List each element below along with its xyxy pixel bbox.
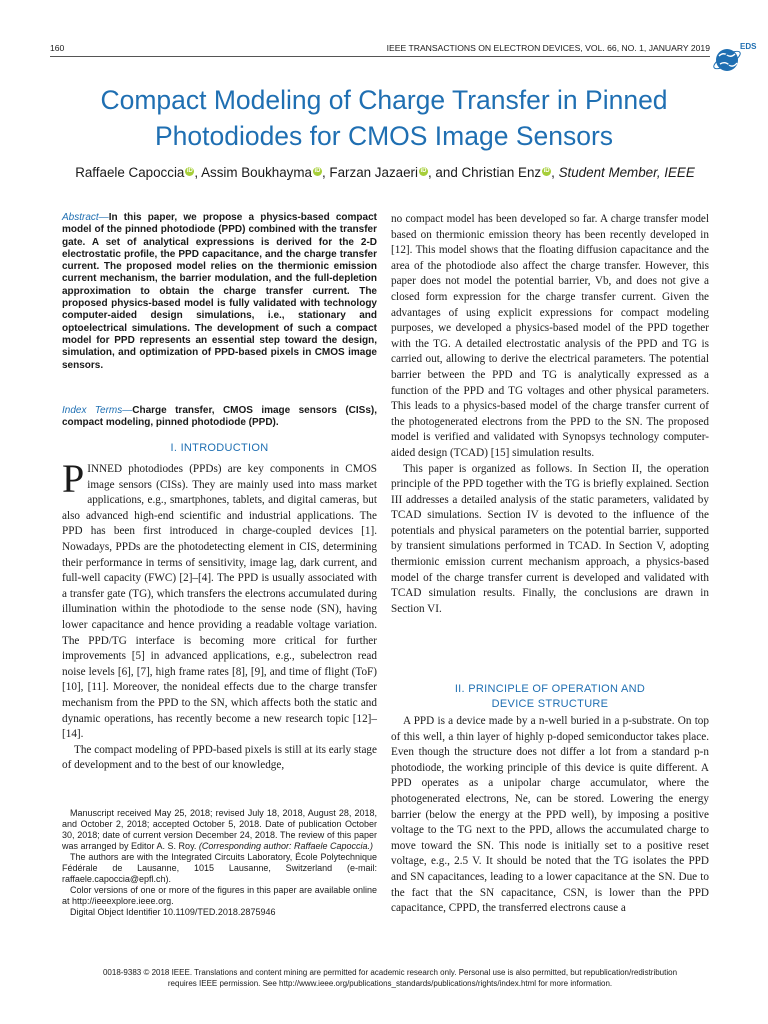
author-name: , Assim Boukhayma [194, 165, 312, 180]
orcid-icon[interactable]: iD [543, 167, 550, 174]
index-terms [62, 405, 377, 430]
paragraph: The compact modeling of PPD-based pixels is still at its early stage of development and to the best of our knowledge, [62, 743, 377, 772]
running-header [50, 40, 710, 54]
footnote-text: Manuscript received May 25, 2018; revised July 18, 2018, August 28, 2018, and October 2, 2018; accepted October 5, 2018. Date of publication October 30, 2018; date of current version December 24, 2018. The review of this paper was arranged by Editor A. S. Roy. [62, 808, 377, 851]
section-heading: I. INTRODUCTION [170, 442, 269, 454]
section-heading [391, 682, 709, 712]
footnote-text: Color versions of one or more of the figures in this paper are available online at http://ieeexplore.ieee.org. [62, 885, 377, 906]
journal-name: IEEE TRANSACTIONS ON ELECTRON DEVICES, VOL. 66, NO. 1, JANUARY 2019 [386, 43, 710, 53]
author-list [50, 165, 720, 180]
abstract-label: Abstract— [62, 212, 109, 223]
copyright-line: requires IEEE permission. See http://www.ieee.org/publications_standards/publications/rights/index.html for more information. [167, 978, 613, 988]
title-line-1: Compact Modeling of Charge Transfer in Pinned [100, 85, 668, 115]
footnote-text: The authors are with the Integrated Circuits Laboratory, École Polytechnique Fédérale de Lausanne, 1015 Lausanne, Switzerland (e-mail: raffaele.capoccia@epfl.ch). [62, 852, 377, 884]
title-line-2: Photodiodes for CMOS Image Sensors [154, 121, 614, 151]
member-grade: Student Member, IEEE [558, 165, 695, 180]
page-number: 160 [50, 43, 65, 53]
author-separator: , [551, 165, 559, 180]
logo-text: EDS [740, 42, 757, 51]
header-rule [50, 56, 710, 57]
paragraph: INNED photodiodes (PPDs) are key components in CMOS image sensors (CISs). They are mainly used into mass market applications, e.g., smartphones, tablets, and digital cameras, but also advanced high-end scientific and industrial applications. The PPD has been first introduced in charge-coupled devices [1]. Nowadays, PPDs are the photodetecting element in CIS, determining their performance in terms of sensitivity, image lag, dark current, and full-well capacity (FWC) [2]–[4]. The PPD is usually associated with a transfer gate (TG), which transfers the electrons accumulated during illumination within the photodiode to the sense node (SN), having lower capacitance and hence providing a readable voltage variation. The PPD/TG interface is becoming more critical for further improvements [5] in advanced applications, e.g., subelectron read noise levels [6], [7], high frame rates [8], [9], and time of flight (ToF) [10], [11]. Moreover, the nonideal effects due to the charge transfer mechanism from the PPD to the SN, which affects both the static and dynamic operations, has recently become a new research topic [12]–[14]. [62, 463, 377, 741]
drop-cap: P [62, 456, 85, 501]
section2-text [391, 714, 709, 917]
eds-logo-icon [713, 40, 757, 78]
copyright-notice [90, 968, 690, 989]
section-heading-line: II. PRINCIPLE OF OPERATION AND [454, 683, 646, 695]
doi: Digital Object Identifier 10.1109/TED.2018.2875946 [70, 907, 276, 917]
author-name: Raffaele Capoccia [75, 165, 185, 180]
author-name: , and Christian Enz [427, 165, 542, 180]
paragraph: This paper is organized as follows. In Section II, the operation principle of the PPD together with the TG is briefly explained. Section III addresses a detailed analysis of the static parameters, validated by TCAD simulations. Section IV is devoted to the influence of the potentials and physical parameters on the potential barrier, supported by transient simulations performed in TCAD. In Section V, adopting thermionic emission current mechanism approach, a physics-based model of the charge transfer current is developed and validated with TCAD simulation results. Finally, the conclusions are drawn in Section VI. [391, 462, 709, 615]
footnotes [62, 808, 377, 918]
paragraph: A PPD is a device made by a n-well buried in a p-substrate. On top of this well, a thin layer of highly p-doped semiconductor takes place. Even though the structure does not differ a lot from a standard p-n photodiode, the working principle of this device is quite different. A PPD operates as a unipolar charge accumulator, where the photogenerated electrons, Ne, can be stored. Lowering the energy barrier (below the energy at the PPD well), by imposing a positive voltage to the TG next to the PPD, allows the accumulated charge to move toward the SN. This node is initially set to a positive reset voltage, e.g., 2.5 V. It should be noted that the TG isolates the PPD and SN capacitances, leading to a lower capacitance at the SN. Due to the fact that the SN capacitance, CSN, is lower than the PPD capacitance, CPPD, the transferred electrons cause a [391, 715, 709, 915]
orcid-icon[interactable]: iD [186, 167, 193, 174]
paragraph: no compact model has been developed so far. A charge transfer model based on thermionic emission theory has been recently developed in [12]. This model shows that the floating diffusion capacitance and the area of the photodiode also affect the charge transfer. However, this paper does not model the potential barrier, Vb, and does not give a closed form expression for the charge transfer current. Given the advantages of using explicit expressions for compact modeling purposes, we developed a physics-based model of the PPD together with the TG. A detailed electrostatic analysis of the PPD and TG is carried out, allowing to derive the electrical parameters. The potential barrier between the PPD and TG is analytically expressed as a function of the PPD and TG voltages and other physical parameters. This leads to a physics-based model of the charge transfer current of the photogenerated electrons from the PPD to the SN. The proposed model is verified and validated with Synopsys technology computer-aided design (TCAD) [15] simulation results. [391, 213, 709, 459]
index-terms-label: Index Terms— [62, 405, 133, 416]
author-name: , Farzan Jazaeri [321, 165, 418, 180]
abstract [62, 212, 377, 372]
abstract-text: In this paper, we propose a physics-based compact model of the pinned photodiode (PPD) combined with the transfer gate. A set of analytical expressions is derived for the 2-D electrostatic profile, the PPD capacitance, and the charge transfer current. The proposed model relies on the thermionic emission current mechanism, the barrier modulation, and the full-depletion approximation to obtain the charge transfer current. The proposed physics-based model is fully validated with technology computer-aided design simulations, i.e., stationary and optoelectrical simulations. The development of such a compact model for PPD represents an essential step toward the design, simulation, and optimization of PPD-based pixels in CMOS image sensors. [62, 212, 377, 371]
corresponding-author: (Corresponding author: Raffaele Capoccia.) [198, 841, 374, 851]
index-terms-text: Charge transfer, CMOS image sensors (CISs), compact modeling, pinned photodiode (PPD). [62, 405, 378, 429]
copyright-line: 0018-9383 © 2018 IEEE. Translations and content mining are permitted for academic research only. Personal use is also permitted, but republication/redistribution [102, 968, 678, 977]
section-heading-line: DEVICE STRUCTURE [491, 698, 609, 710]
introduction-text [62, 456, 377, 774]
orcid-icon[interactable]: iD [314, 167, 321, 174]
paper-title [30, 82, 738, 154]
right-column-text [391, 212, 709, 617]
orcid-icon[interactable]: iD [420, 167, 427, 174]
